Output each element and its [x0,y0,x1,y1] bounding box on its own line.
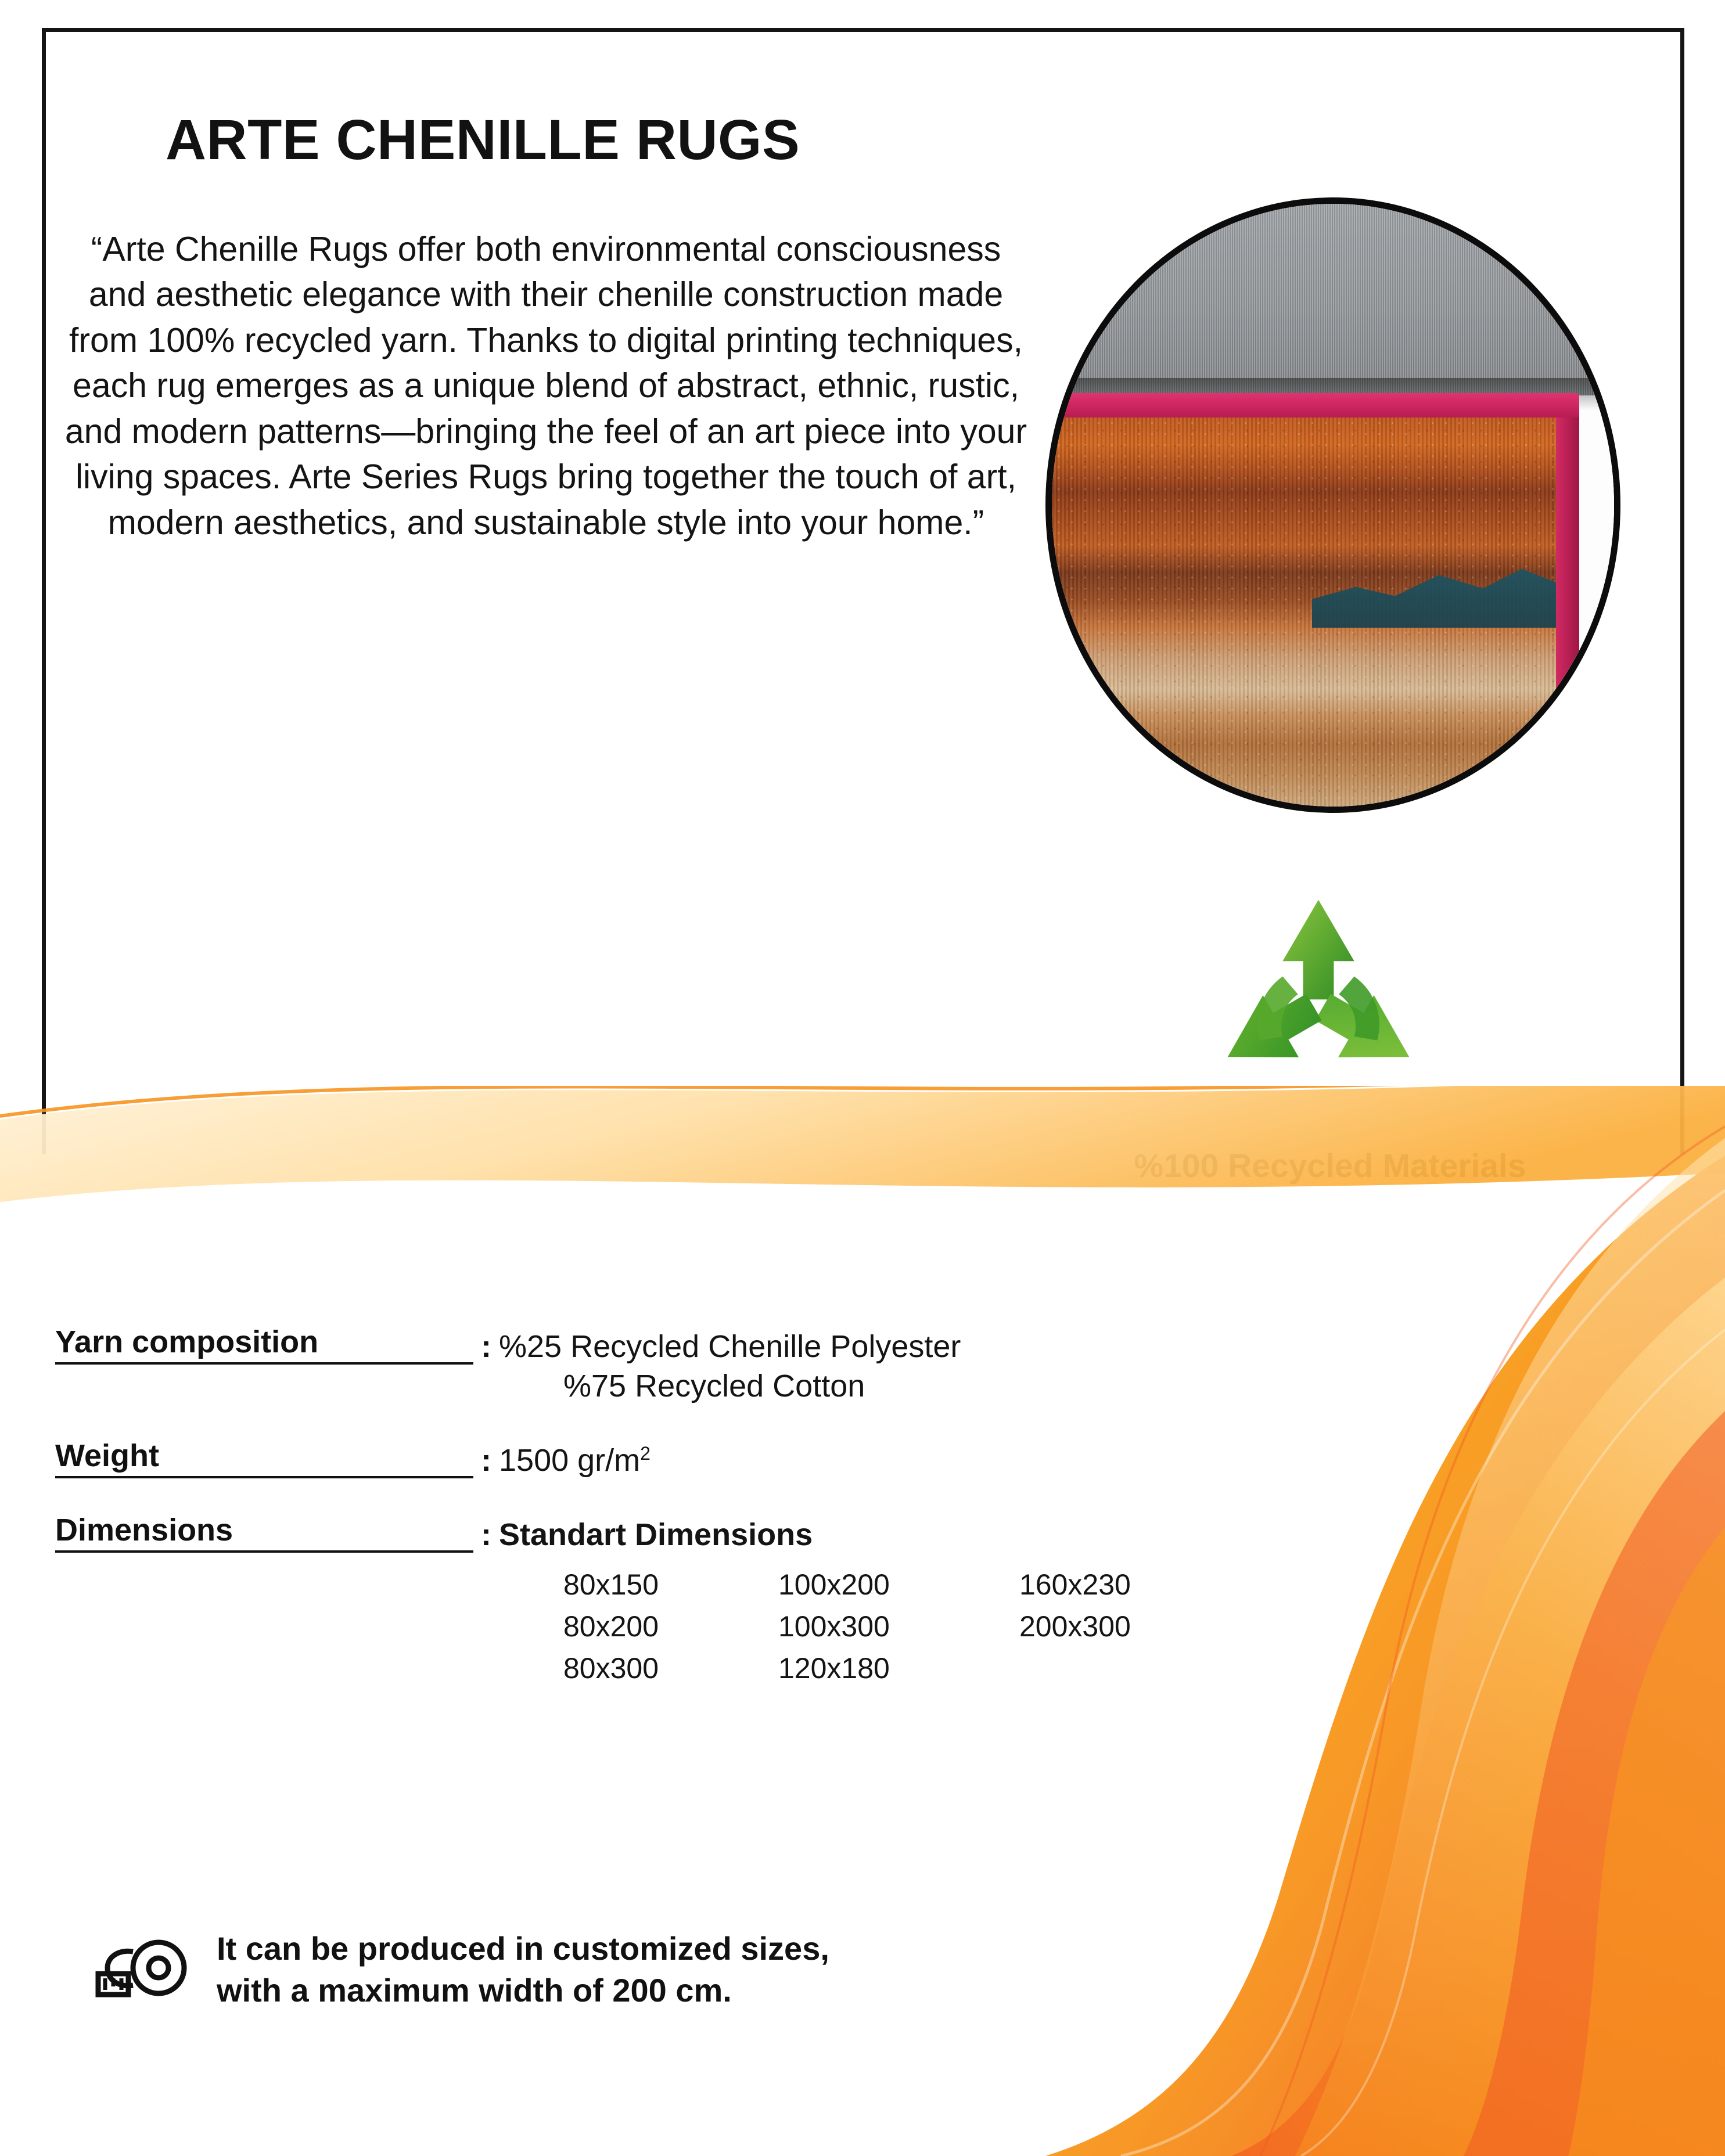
tape-measure-icon [90,1932,195,2007]
custom-size-line-2: with a maximum width of 200 cm. [217,1971,732,2009]
spec-row-dimensions [55,1512,1275,1685]
dimensions-label: Dimensions [55,1512,473,1553]
specifications [55,1324,1275,1719]
dimension-size: 80x300 [563,1652,659,1685]
product-photo [1045,197,1620,813]
dimensions-value: Standart Dimensions [499,1517,813,1552]
rug-backing [1052,204,1614,395]
dimension-size: 100x200 [778,1568,890,1601]
spec-row-weight [55,1438,1275,1478]
dimension-size: 160x230 [1019,1568,1131,1601]
weight-exponent: 2 [640,1443,651,1464]
custom-size-note [90,1928,1252,2011]
rug-binding-right [1556,393,1579,807]
yarn-composition-label: Yarn composition [55,1324,473,1365]
dimensions-grid [563,1568,1275,1685]
dimensions-colon: : [481,1517,491,1552]
product-description: “Arte Chenille Rugs offer both environmental consciousness and aesthetic elegance with their chenille construction made from 100% recycled yarn. Thanks to digital printing techniques, each rug emerges as a unique blend of abstract, ethnic, rustic, and modern patterns—bringing the feel of an art piece into your living spaces. Arte Series Rugs bring together the touch of art, modern aesthetics, and sustainable style into your home.” [64,230,1027,542]
custom-size-line-1: It can be produced in customized sizes, [217,1930,829,1967]
dimension-size: 80x200 [563,1610,659,1643]
custom-size-text [217,1928,829,2011]
yarn-colon: : [481,1329,491,1364]
weight-colon: : [481,1443,491,1478]
dimension-size: 200x300 [1019,1610,1131,1643]
product-photo-image [1052,204,1614,807]
page-title: ARTE CHENILLE RUGS [166,108,800,171]
dimension-size: 100x300 [778,1610,890,1643]
dimension-size [1019,1651,1275,1685]
spec-row-yarn [55,1324,1275,1404]
yarn-composition-value-2: %75 Recycled Cotton [563,1369,865,1403]
yarn-composition-value-1: %25 Recycled Chenille Polyester [499,1329,961,1364]
dimension-size: 120x180 [778,1652,890,1685]
weight-label: Weight [55,1438,473,1478]
dimension-size: 80x150 [563,1568,659,1601]
rug-binding-top [1058,393,1579,417]
weight-value [499,1442,651,1478]
weight-value-text: 1500 gr/m [499,1443,641,1478]
